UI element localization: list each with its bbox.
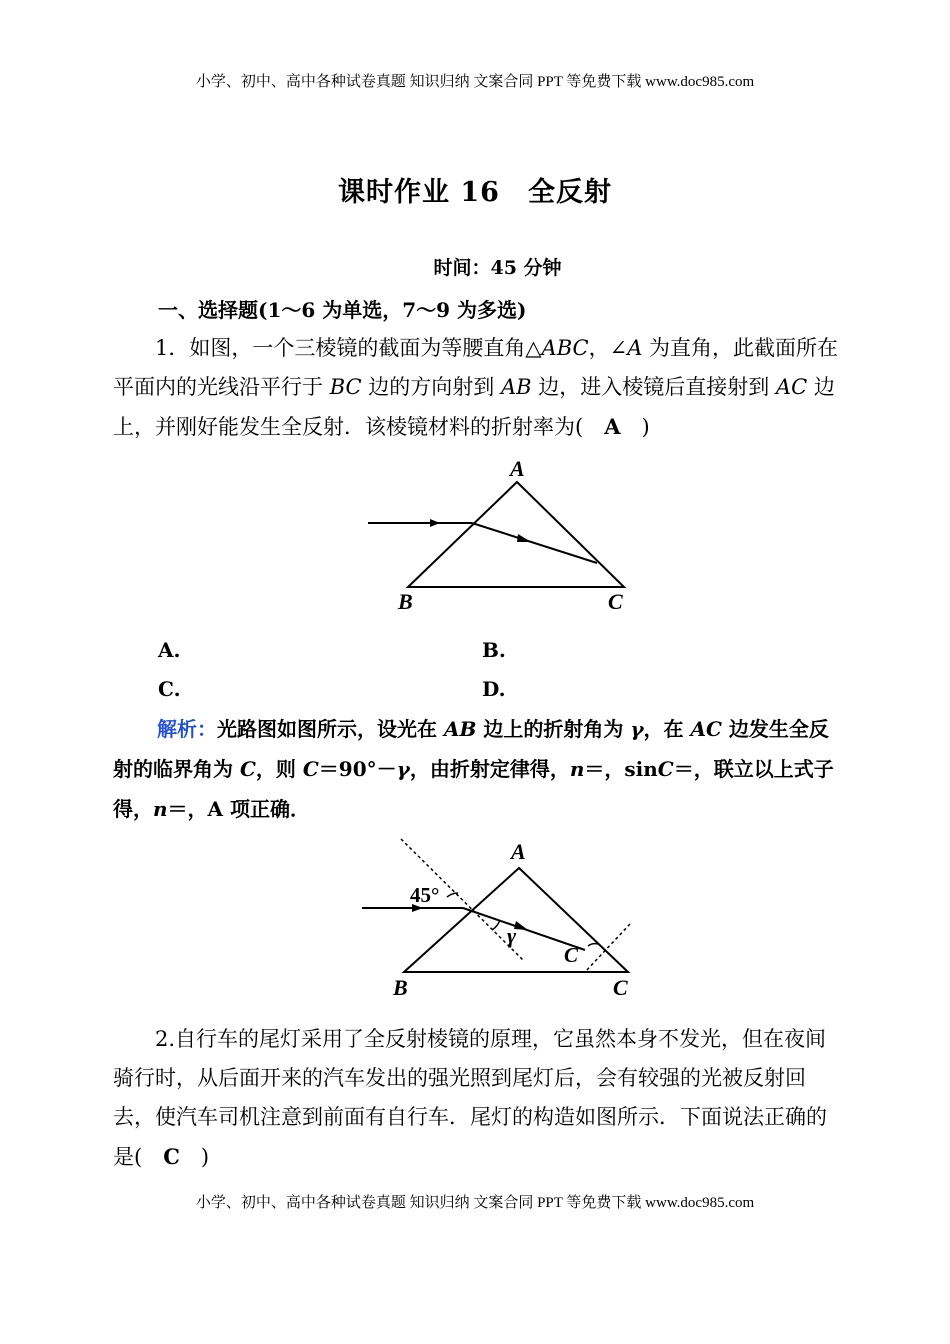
q1-var: A	[627, 336, 643, 360]
analysis-var: AB	[443, 717, 477, 741]
angle-arc-45	[447, 893, 458, 897]
q1-var: AB	[500, 375, 532, 399]
analysis-text: 边发生全反射的临界角为	[113, 717, 829, 781]
analysis-var: C	[239, 757, 256, 781]
analysis-label: 解析：	[157, 717, 217, 741]
analysis-var: C	[302, 757, 319, 781]
vertex-label-b: B	[398, 589, 413, 614]
normal-line-2	[585, 924, 630, 972]
option-b[interactable]: B.	[482, 638, 506, 662]
analysis-text: ＝，联立以上式子得，	[113, 757, 834, 821]
q1-answer: A	[604, 414, 621, 439]
vertex-label-a: A	[510, 456, 525, 481]
footer-banner: 小学、初中、高中各种试卷真题 知识归纳 文案合同 PPT 等免费下载 www.doc985.com	[195, 1195, 755, 1211]
option-a[interactable]: A.	[158, 638, 181, 662]
analysis-var: n	[569, 757, 585, 781]
q2-answer: C	[163, 1144, 180, 1169]
section-heading: 一、选择题(1～6 为单选，7～9 为多选)	[158, 298, 527, 322]
q1-number: 1．	[155, 336, 190, 360]
option-c[interactable]: C.	[158, 677, 181, 701]
header-banner: 小学、初中、高中各种试卷真题 知识归纳 文案合同 PPT 等免费下载 www.doc985.com	[195, 74, 755, 90]
figure-1-prism	[368, 456, 624, 614]
analysis-text: ，在	[643, 717, 691, 741]
page-title: 课时作业 16 全反射	[338, 177, 612, 208]
analysis-text: ＝，sin	[584, 757, 658, 781]
angle-label-gamma: γ	[507, 923, 517, 948]
q1-text: 边上，并刚好能发生全反射．该棱镜材料的折射率为(	[113, 375, 835, 439]
q1-text: )	[620, 415, 650, 439]
q1-var: ABC	[541, 336, 589, 360]
analysis-var: γ	[630, 717, 644, 741]
prism-triangle-1	[408, 482, 624, 587]
vertex-label-c: C	[613, 975, 628, 1000]
q1-text: 边的方向射到	[361, 375, 501, 399]
q2-text: )	[179, 1145, 210, 1169]
q1-text: 边，进入棱镜后直接射到	[531, 375, 776, 399]
question-2	[113, 1020, 841, 1177]
analysis-text: ＝，A 项正确．	[167, 797, 311, 821]
analysis-var: AC	[690, 717, 722, 741]
angle-label-45: 45°	[410, 883, 440, 907]
analysis-text: ，由折射定律得，	[409, 757, 570, 781]
q1-var: AC	[775, 375, 808, 399]
analysis	[113, 709, 841, 829]
q1-var: BC	[329, 375, 362, 399]
analysis-text: ，则	[255, 757, 303, 781]
q1-text: 如图，一个三棱镜的截面为等腰直角△	[189, 336, 542, 360]
q1-text: 为直角，此截面所在平面内的光线沿平行于	[113, 336, 839, 399]
analysis-var: n	[153, 797, 168, 821]
arrow-head-icon	[517, 534, 531, 542]
angle-label-critical: C	[564, 943, 579, 967]
angle-arc-critical	[588, 944, 598, 946]
q2-text: 2.自行车的尾灯采用了全反射棱镜的原理，它虽然本身不发光，但在夜间骑行时，从后面开来的汽车发出的强光照到尾灯后，会有较强的光被反射回去，使汽车司机注意到前面有自行车．尾灯的构造如图所示．下面说法正确的是(	[113, 1027, 827, 1169]
option-d[interactable]: D.	[482, 677, 506, 701]
analysis-var: γ	[396, 757, 410, 781]
analysis-text: 光路图如图所示，设光在	[217, 717, 444, 741]
q1-text: ，∠	[588, 336, 628, 360]
arrow-head-icon	[430, 519, 440, 527]
vertex-label-c: C	[608, 589, 623, 614]
angle-arc-gamma	[492, 920, 500, 930]
analysis-var: C	[657, 757, 674, 781]
figure-2-light-path	[362, 839, 630, 1000]
time-limit: 时间：45 分钟	[433, 257, 562, 279]
vertex-label-b: B	[393, 975, 408, 1000]
analysis-text: 边上的折射角为	[476, 717, 631, 741]
analysis-text: ＝90°－	[318, 757, 397, 781]
vertex-label-a: A	[511, 839, 526, 864]
